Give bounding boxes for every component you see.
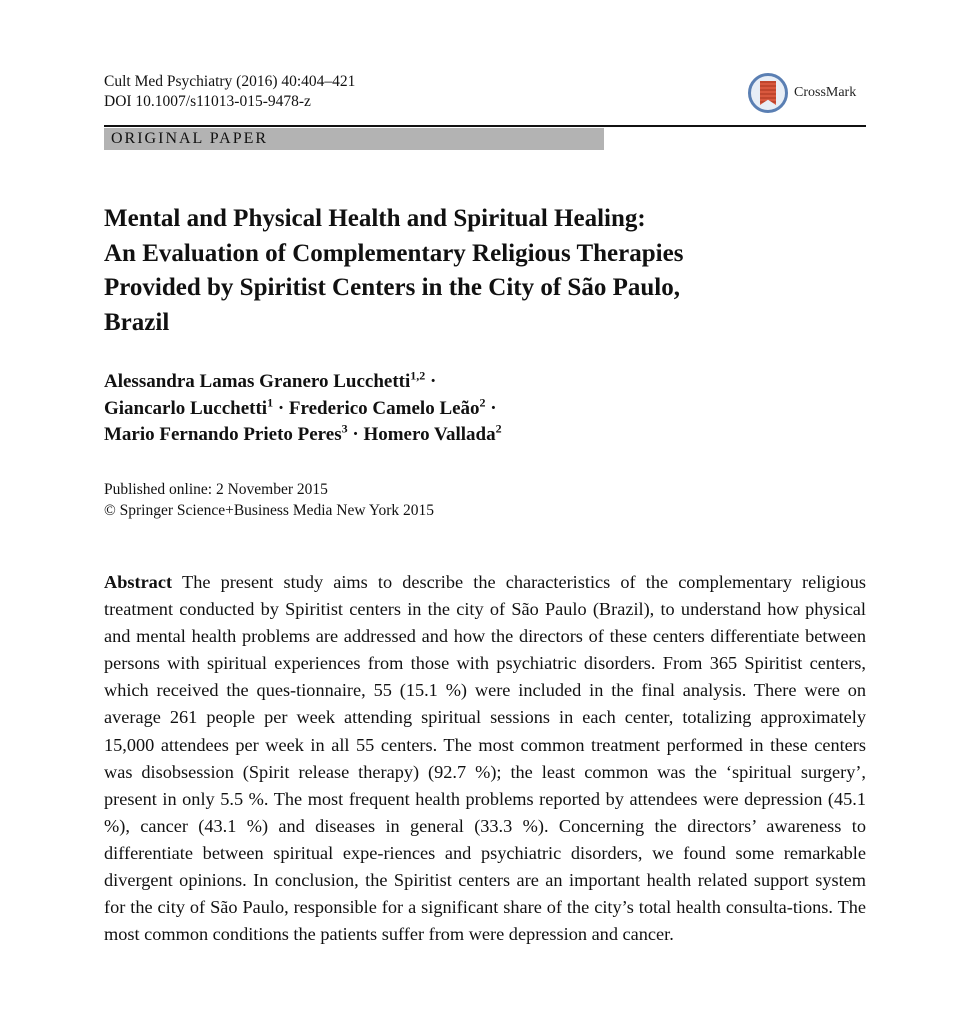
abstract-text: The present study aims to describe the characteristics of the complementary religious treatment conducted by Spiritist centers in the city of São Paulo (Brazil), to understand how physical and mental health problems are addressed and how the directors of these centers differentiate between persons with spiritual experiences from those with psychiatric disorders. From 365 Spiritist centers, which received the ques-tionnaire, 55 (15.1 %) were included in the final analysis. There were on average 261 people per week attending spiritual sessions in each center, totalizing approximately 15,000 attendees per week in all 55 centers. The most common treatment performed in these centers was disobsession (Spirit release therapy) (92.7 %); the least common was the ‘spiritual surgery’, present in only 5.5 %. The most frequent health problems reported by attendees were depression (45.1 %), cancer (43.1 %) and diseases in general (33.3 %). Concerning the directors’ awareness to differentiate between spiritual expe-riences and psychiatric disorders, we found some remarkable divergent opinions. In conclusion, the Spiritist centers are an important health related support system for the city of São Paulo, responsible for a significant share of the city’s total health consulta-tions. The most common conditions the patients suffer from were depression and cancer. [104,572,866,945]
author-name[interactable]: Mario Fernando Prieto Peres [104,424,342,445]
author-affiliation: 2 [479,395,486,410]
author-name[interactable]: Homero Vallada [363,424,496,445]
title-line: Brazil [104,308,170,336]
section-banner [104,128,604,150]
publication-info [104,480,434,521]
abstract [104,569,866,948]
author-affiliation: 2 [495,421,502,436]
title-line: Provided by Spiritist Centers in the City of São Paulo, [104,274,680,301]
section-banner-label: ORIGINAL PAPER [111,130,269,147]
crossmark-label: CrossMark [794,85,857,100]
header-rule [104,125,866,127]
author-list: Alessandra Lamas Granero Lucchetti$^{1,2}$ · Giancarlo Lucchetti$^1$ · Frederico Camelo Leão$^2$ · Mario Fernando Prieto Peres$^3$ · Homero Vallada$^2$ [104,368,502,445]
doi-line: DOI 10.1007/s11013-015-9478-z [104,93,311,110]
author-affiliation: 3 [341,421,348,436]
journal-citation [104,72,355,112]
author-affiliation: 1 [267,395,274,410]
journal-line: Cult Med Psychiatry (2016) 40:404–421 [104,73,356,90]
published-online-date: Published online: 2 November 2015 [104,481,328,498]
author-name[interactable]: Giancarlo Lucchetti [104,397,268,419]
crossmark-icon [748,73,788,113]
author-affiliation: 1,2 [410,368,426,383]
crossmark-badge[interactable] [748,73,856,113]
author-name[interactable]: Frederico Camelo Leão [288,397,480,419]
title-line: An Evaluation of Complementary Religious Therapies [104,239,684,267]
title-line: Mental and Physical Health and Spiritual Healing: [104,205,646,232]
author-name[interactable]: Alessandra Lamas Granero Lucchetti [104,371,411,392]
copyright-line: © Springer Science+Business Media New York 2015 [104,501,435,519]
paper-title [104,202,864,340]
abstract-label: Abstract [104,572,173,592]
